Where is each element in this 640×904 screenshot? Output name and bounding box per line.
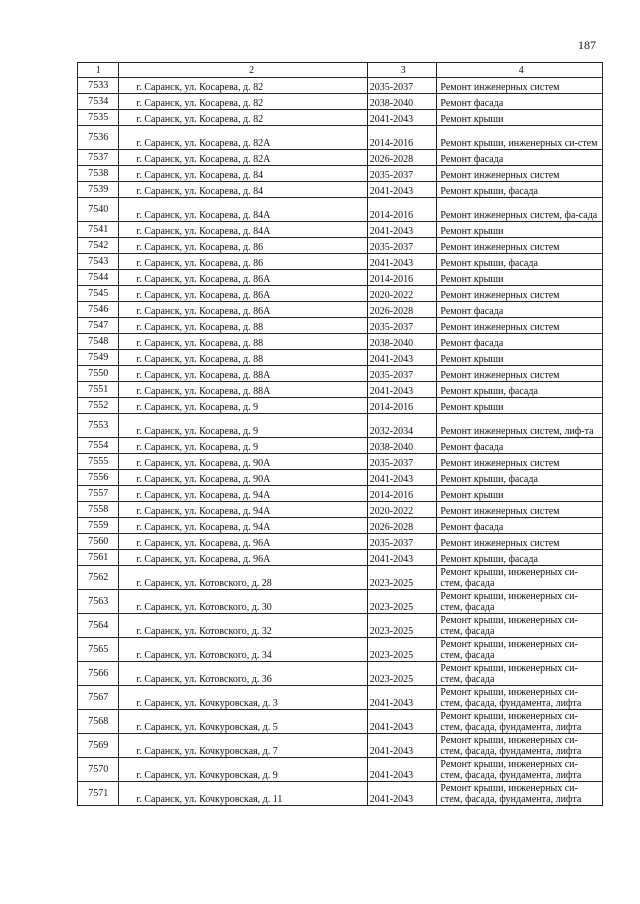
table-body [78, 63, 603, 806]
table-row [78, 398, 603, 414]
table-row [78, 686, 603, 710]
row-work-type: Ремонт крыши, инженерных си-стем, фасада [437, 662, 603, 686]
table-row [78, 78, 603, 94]
row-period: 2023-2025 [367, 638, 437, 662]
table-row [78, 270, 603, 286]
table-row [78, 318, 603, 334]
row-period: 2041-2043 [367, 734, 437, 758]
row-address: г. Саранск, ул. Котовского, д. 30 [119, 590, 367, 614]
table-row [78, 438, 603, 454]
row-number: 7566 [78, 662, 119, 686]
row-period: 2026-2028 [367, 302, 437, 318]
row-number: 7559 [78, 518, 119, 534]
table-row [78, 782, 603, 806]
row-work-type: Ремонт инженерных систем, фа-сада [437, 198, 603, 222]
row-period: 2035-2037 [367, 534, 437, 550]
row-work-type: Ремонт крыши, фасада [437, 382, 603, 398]
row-address: г. Саранск, ул. Косарева, д. 96А [119, 534, 367, 550]
row-number: 7564 [78, 614, 119, 638]
row-period: 2038-2040 [367, 334, 437, 350]
table-row [78, 302, 603, 318]
row-number: 7547 [78, 318, 119, 334]
row-address: г. Саранск, ул. Котовского, д. 28 [119, 566, 367, 590]
row-work-type: Ремонт крыши [437, 398, 603, 414]
table-row [78, 350, 603, 366]
row-number: 7546 [78, 302, 119, 318]
row-period: 2041-2043 [367, 686, 437, 710]
row-address: г. Саранск, ул. Котовского, д. 34 [119, 638, 367, 662]
row-address: г. Саранск, ул. Косарева, д. 88 [119, 318, 367, 334]
row-work-type: Ремонт крыши, инженерных си-стем, фасада [437, 590, 603, 614]
table-row [78, 550, 603, 566]
table-row [78, 126, 603, 150]
row-work-type: Ремонт фасада [437, 94, 603, 110]
row-number: 7571 [78, 782, 119, 806]
page-number: 187 [578, 38, 596, 52]
row-period: 2020-2022 [367, 286, 437, 302]
row-number: 7545 [78, 286, 119, 302]
row-address: г. Саранск, ул. Кочкуровская, д. 9 [119, 758, 367, 782]
row-address: г. Саранск, ул. Косарева, д. 9 [119, 438, 367, 454]
table-row [78, 414, 603, 438]
row-period: 2035-2037 [367, 166, 437, 182]
row-address: г. Саранск, ул. Котовского, д. 32 [119, 614, 367, 638]
table-row [78, 286, 603, 302]
row-period: 2041-2043 [367, 182, 437, 198]
row-period: 2023-2025 [367, 662, 437, 686]
row-work-type: Ремонт инженерных систем [437, 366, 603, 382]
table-row [78, 566, 603, 590]
row-work-type: Ремонт крыши, фасада [437, 182, 603, 198]
row-address: г. Саранск, ул. Косарева, д. 90А [119, 470, 367, 486]
row-number: 7565 [78, 638, 119, 662]
row-work-type: Ремонт фасада [437, 438, 603, 454]
row-address: г. Саранск, ул. Косарева, д. 86 [119, 238, 367, 254]
row-number: 7543 [78, 254, 119, 270]
table-row [78, 502, 603, 518]
row-number: 7552 [78, 398, 119, 414]
table-row [78, 734, 603, 758]
row-work-type: Ремонт крыши, фасада [437, 470, 603, 486]
table-row [78, 222, 603, 238]
row-address: г. Саранск, ул. Косарева, д. 94А [119, 486, 367, 502]
row-address: г. Саранск, ул. Кочкуровская, д. 3 [119, 686, 367, 710]
row-number: 7542 [78, 238, 119, 254]
row-period: 2041-2043 [367, 782, 437, 806]
row-work-type: Ремонт крыши [437, 270, 603, 286]
row-work-type: Ремонт крыши, инженерных си-стем, фасада [437, 614, 603, 638]
row-number: 7533 [78, 78, 119, 94]
row-address: г. Саранск, ул. Косарева, д. 84 [119, 166, 367, 182]
table-row [78, 94, 603, 110]
table-row [78, 470, 603, 486]
row-address: г. Саранск, ул. Косарева, д. 94А [119, 518, 367, 534]
row-address: г. Саранск, ул. Котовского, д. 36 [119, 662, 367, 686]
row-address: г. Саранск, ул. Косарева, д. 86А [119, 270, 367, 286]
row-number: 7548 [78, 334, 119, 350]
row-period: 2014-2016 [367, 486, 437, 502]
row-work-type: Ремонт фасада [437, 334, 603, 350]
row-address: г. Саранск, ул. Косарева, д. 88А [119, 366, 367, 382]
row-number: 7534 [78, 94, 119, 110]
row-period: 2041-2043 [367, 550, 437, 566]
row-period: 2038-2040 [367, 438, 437, 454]
row-number: 7554 [78, 438, 119, 454]
row-number: 7536 [78, 126, 119, 150]
table-row [78, 166, 603, 182]
row-period: 2041-2043 [367, 350, 437, 366]
row-address: г. Саранск, ул. Косарева, д. 86А [119, 286, 367, 302]
table-row [78, 110, 603, 126]
row-number: 7550 [78, 366, 119, 382]
row-number: 7562 [78, 566, 119, 590]
row-number: 7544 [78, 270, 119, 286]
table-row [78, 614, 603, 638]
row-work-type: Ремонт инженерных систем, лиф-та [437, 414, 603, 438]
table-header-row [78, 63, 603, 78]
row-number: 7538 [78, 166, 119, 182]
row-work-type: Ремонт крыши, инженерных си-стем, фасада, фундамента, лифта [437, 734, 603, 758]
row-work-type: Ремонт крыши, инженерных си-стем, фасада [437, 638, 603, 662]
row-address: г. Саранск, ул. Косарева, д. 84А [119, 222, 367, 238]
row-period: 2023-2025 [367, 590, 437, 614]
row-address: г. Саранск, ул. Кочкуровская, д. 7 [119, 734, 367, 758]
table-row [78, 198, 603, 222]
table-row [78, 334, 603, 350]
row-address: г. Саранск, ул. Косарева, д. 96А [119, 550, 367, 566]
row-number: 7560 [78, 534, 119, 550]
row-work-type: Ремонт фасада [437, 150, 603, 166]
row-number: 7569 [78, 734, 119, 758]
row-number: 7557 [78, 486, 119, 502]
row-number: 7568 [78, 710, 119, 734]
row-work-type: Ремонт крыши, инженерных си-стем, фасада [437, 566, 603, 590]
row-address: г. Саранск, ул. Косарева, д. 9 [119, 398, 367, 414]
row-work-type: Ремонт инженерных систем [437, 78, 603, 94]
row-period: 2014-2016 [367, 198, 437, 222]
row-work-type: Ремонт крыши, инженерных си-стем, фасада, фундамента, лифта [437, 710, 603, 734]
row-number: 7563 [78, 590, 119, 614]
row-address: г. Саранск, ул. Косарева, д. 88 [119, 334, 367, 350]
row-address: г. Саранск, ул. Косарева, д. 86А [119, 302, 367, 318]
row-address: г. Саранск, ул. Косарева, д. 84 [119, 182, 367, 198]
column-header-2: 2 [119, 63, 367, 78]
row-number: 7553 [78, 414, 119, 438]
row-address: г. Саранск, ул. Косарева, д. 82 [119, 94, 367, 110]
row-work-type: Ремонт крыши, инженерных си-стем, фасада, фундамента, лифта [437, 758, 603, 782]
row-period: 2035-2037 [367, 78, 437, 94]
row-period: 2041-2043 [367, 710, 437, 734]
row-work-type: Ремонт крыши [437, 110, 603, 126]
column-header-1: 1 [78, 63, 119, 78]
row-work-type: Ремонт инженерных систем [437, 454, 603, 470]
table-row [78, 486, 603, 502]
row-number: 7537 [78, 150, 119, 166]
row-address: г. Саранск, ул. Кочкуровская, д. 11 [119, 782, 367, 806]
row-address: г. Саранск, ул. Косарева, д. 90А [119, 454, 367, 470]
row-number: 7561 [78, 550, 119, 566]
table-row [78, 662, 603, 686]
row-number: 7540 [78, 198, 119, 222]
row-period: 2041-2043 [367, 382, 437, 398]
row-work-type: Ремонт инженерных систем [437, 166, 603, 182]
row-work-type: Ремонт фасада [437, 518, 603, 534]
table-row [78, 254, 603, 270]
row-period: 2023-2025 [367, 614, 437, 638]
row-work-type: Ремонт крыши [437, 486, 603, 502]
row-period: 2041-2043 [367, 222, 437, 238]
row-work-type: Ремонт крыши [437, 222, 603, 238]
row-number: 7570 [78, 758, 119, 782]
row-work-type: Ремонт инженерных систем [437, 318, 603, 334]
repair-schedule-table [77, 62, 603, 806]
row-number: 7567 [78, 686, 119, 710]
row-period: 2026-2028 [367, 518, 437, 534]
row-period: 2035-2037 [367, 454, 437, 470]
row-period: 2014-2016 [367, 270, 437, 286]
row-period: 2041-2043 [367, 758, 437, 782]
row-address: г. Саранск, ул. Косарева, д. 82А [119, 150, 367, 166]
table-row [78, 518, 603, 534]
table-row [78, 534, 603, 550]
row-address: г. Саранск, ул. Косарева, д. 82 [119, 78, 367, 94]
row-period: 2014-2016 [367, 126, 437, 150]
row-work-type: Ремонт крыши, инженерных си-стем [437, 126, 603, 150]
row-address: г. Саранск, ул. Косарева, д. 88А [119, 382, 367, 398]
row-work-type: Ремонт крыши, инженерных си-стем, фасада, фундамента, лифта [437, 686, 603, 710]
row-address: г. Саранск, ул. Косарева, д. 82 [119, 110, 367, 126]
row-work-type: Ремонт крыши [437, 350, 603, 366]
table-row [78, 366, 603, 382]
row-number: 7556 [78, 470, 119, 486]
row-number: 7555 [78, 454, 119, 470]
row-work-type: Ремонт крыши, инженерных си-стем, фасада, фундамента, лифта [437, 782, 603, 806]
row-period: 2023-2025 [367, 566, 437, 590]
row-work-type: Ремонт крыши, фасада [437, 550, 603, 566]
row-period: 2035-2037 [367, 238, 437, 254]
row-number: 7551 [78, 382, 119, 398]
row-work-type: Ремонт инженерных систем [437, 286, 603, 302]
row-period: 2035-2037 [367, 366, 437, 382]
row-number: 7549 [78, 350, 119, 366]
table-row [78, 590, 603, 614]
row-address: г. Саранск, ул. Косарева, д. 84А [119, 198, 367, 222]
row-address: г. Саранск, ул. Косарева, д. 82А [119, 126, 367, 150]
row-work-type: Ремонт инженерных систем [437, 502, 603, 518]
table-row [78, 710, 603, 734]
row-address: г. Саранск, ул. Косарева, д. 86 [119, 254, 367, 270]
row-address: г. Саранск, ул. Косарева, д. 88 [119, 350, 367, 366]
row-period: 2032-2034 [367, 414, 437, 438]
table-row [78, 238, 603, 254]
row-period: 2035-2037 [367, 318, 437, 334]
column-header-4: 4 [437, 63, 603, 78]
row-work-type: Ремонт инженерных систем [437, 238, 603, 254]
column-header-3: 3 [367, 63, 437, 78]
table-row [78, 758, 603, 782]
row-period: 2041-2043 [367, 254, 437, 270]
row-work-type: Ремонт фасада [437, 302, 603, 318]
table-row [78, 454, 603, 470]
row-number: 7558 [78, 502, 119, 518]
row-number: 7541 [78, 222, 119, 238]
row-period: 2041-2043 [367, 470, 437, 486]
row-address: г. Саранск, ул. Косарева, д. 94А [119, 502, 367, 518]
row-address: г. Саранск, ул. Косарева, д. 9 [119, 414, 367, 438]
table-row [78, 638, 603, 662]
table-row [78, 382, 603, 398]
row-period: 2014-2016 [367, 398, 437, 414]
row-period: 2020-2022 [367, 502, 437, 518]
row-period: 2038-2040 [367, 94, 437, 110]
row-number: 7535 [78, 110, 119, 126]
row-period: 2026-2028 [367, 150, 437, 166]
row-work-type: Ремонт инженерных систем [437, 534, 603, 550]
table-row [78, 182, 603, 198]
row-address: г. Саранск, ул. Кочкуровская, д. 5 [119, 710, 367, 734]
row-period: 2041-2043 [367, 110, 437, 126]
row-number: 7539 [78, 182, 119, 198]
table-row [78, 150, 603, 166]
row-work-type: Ремонт крыши, фасада [437, 254, 603, 270]
